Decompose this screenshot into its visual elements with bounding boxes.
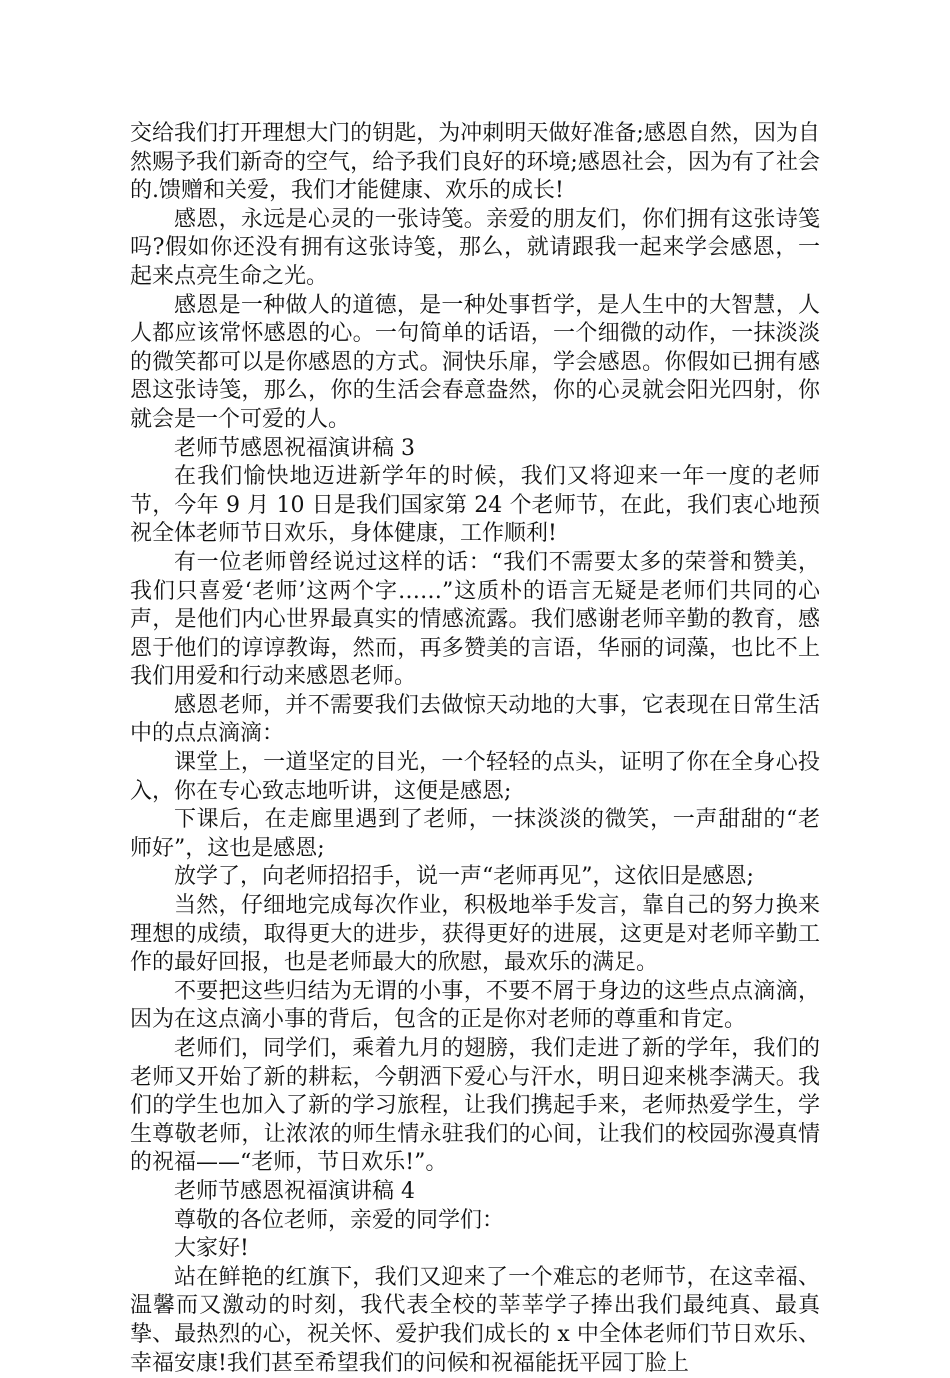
paragraph: 放学了，向老师招招手，说一声“老师再见”，这依旧是感恩; [174,864,754,890]
paragraph: 课堂上，一道坚定的目光，一个轻轻的点头，证明了你在全身心投入，你在专心致志地听讲，这便是感恩; [130,750,820,804]
paragraph: 感恩是一种做人的道德，是一种处事哲学，是人生中的大智慧，人人都应该常怀感恩的心。一句简单的话语，一个细微的动作，一抹淡淡的微笑都可以是你感恩的方式。洞快乐扉，学会感恩。你假如已拥有感恩这张诗笺，那么，你的生活会春意盎然，你的心灵就会阳光四射，你就会是一个可爱的人。 [130,292,820,432]
paragraph: 下课后，在走廊里遇到了老师，一抹淡淡的微笑，一声甜甜的“老师好”，这也是感恩; [130,807,820,861]
paragraph: 感恩老师，并不需要我们去做惊天动地的大事，它表现在日常生活中的点点滴滴： [130,692,820,747]
section-heading: 老师节感恩祝福演讲稿 4 [174,1178,415,1204]
section-heading: 老师节感恩祝福演讲稿 3 [174,435,415,461]
greeting: 大家好! [174,1236,249,1262]
paragraph: 有一位老师曾经说过这样的话：“我们不需要太多的荣誉和赞美，我们只喜爱‘老师’这两个字……”这质朴的语言无疑是老师们共同的心声，是他们内心世界最真实的情感流露。我们感谢老师辛勤的教育，感恩于他们的谆谆教诲，然而，再多赞美的言语，华丽的词藻，也比不上我们用爱和行动来感恩老师。 [130,549,820,690]
paragraph: 不要把这些归结为无谓的小事，不要不屑于身边的这些点点滴滴，因为在这点滴小事的背后，包含的正是你对老师的尊重和肯定。 [130,978,820,1033]
paragraph: 交给我们打开理想大门的钥匙，为冲刺明天做好准备;感恩自然，因为自然赐予我们新奇的空气，给予我们良好的环境;感恩社会，因为有了社会的.馈赠和关爱，我们才能健康、欢乐的成长! [130,121,820,204]
paragraph: 当然，仔细地完成每次作业，积极地举手发言，靠自己的努力换来理想的成绩，取得更大的进步，获得更好的进展，这更是对老师辛勤工作的最好回报，也是老师最大的欣慰，最欢乐的满足。 [130,893,820,976]
paragraph: 感恩，永远是心灵的一张诗笺。亲爱的朋友们，你们拥有这张诗笺吗?假如你还没有拥有这张诗笺，那么，就请跟我一起来学会感恩，一起来点亮生命之光。 [130,206,820,289]
paragraph: 老师们，同学们，乘着九月的翅膀，我们走进了新的学年，我们的老师又开始了新的耕耘，今朝洒下爱心与汗水，明日迎来桃李满天。我们的学生也加入了新的学习旅程，让我们携起手来，老师热爱学生，学生尊敬老师，让浓浓的师生情永驻我们的心间，让我们的校园弥漫真情的祝福——“老师，节日欢乐!”。 [130,1036,820,1176]
paragraph: 站在鲜艳的红旗下，我们又迎来了一个难忘的老师节，在这幸福、温馨而又激动的时刻，我代表全校的莘莘学子捧出我们最纯真、最真挚、最热烈的心，祝关怀、爱护我们成长的 x 中全体老师们节日欢乐、幸福安康!我们甚至希望我们的问候和祝福能抚平园丁脸上 [130,1264,820,1376]
paragraph: 在我们愉快地迈进新学年的时候，我们又将迎来一年一度的老师节，今年 9 月 10 日是我们国家第 24 个老师节，在此，我们衷心地预祝全体老师节日欢乐，身体健康，工作顺利! [130,464,820,547]
salutation: 尊敬的各位老师，亲爱的同学们： [174,1207,505,1233]
document-body [130,120,820,1378]
